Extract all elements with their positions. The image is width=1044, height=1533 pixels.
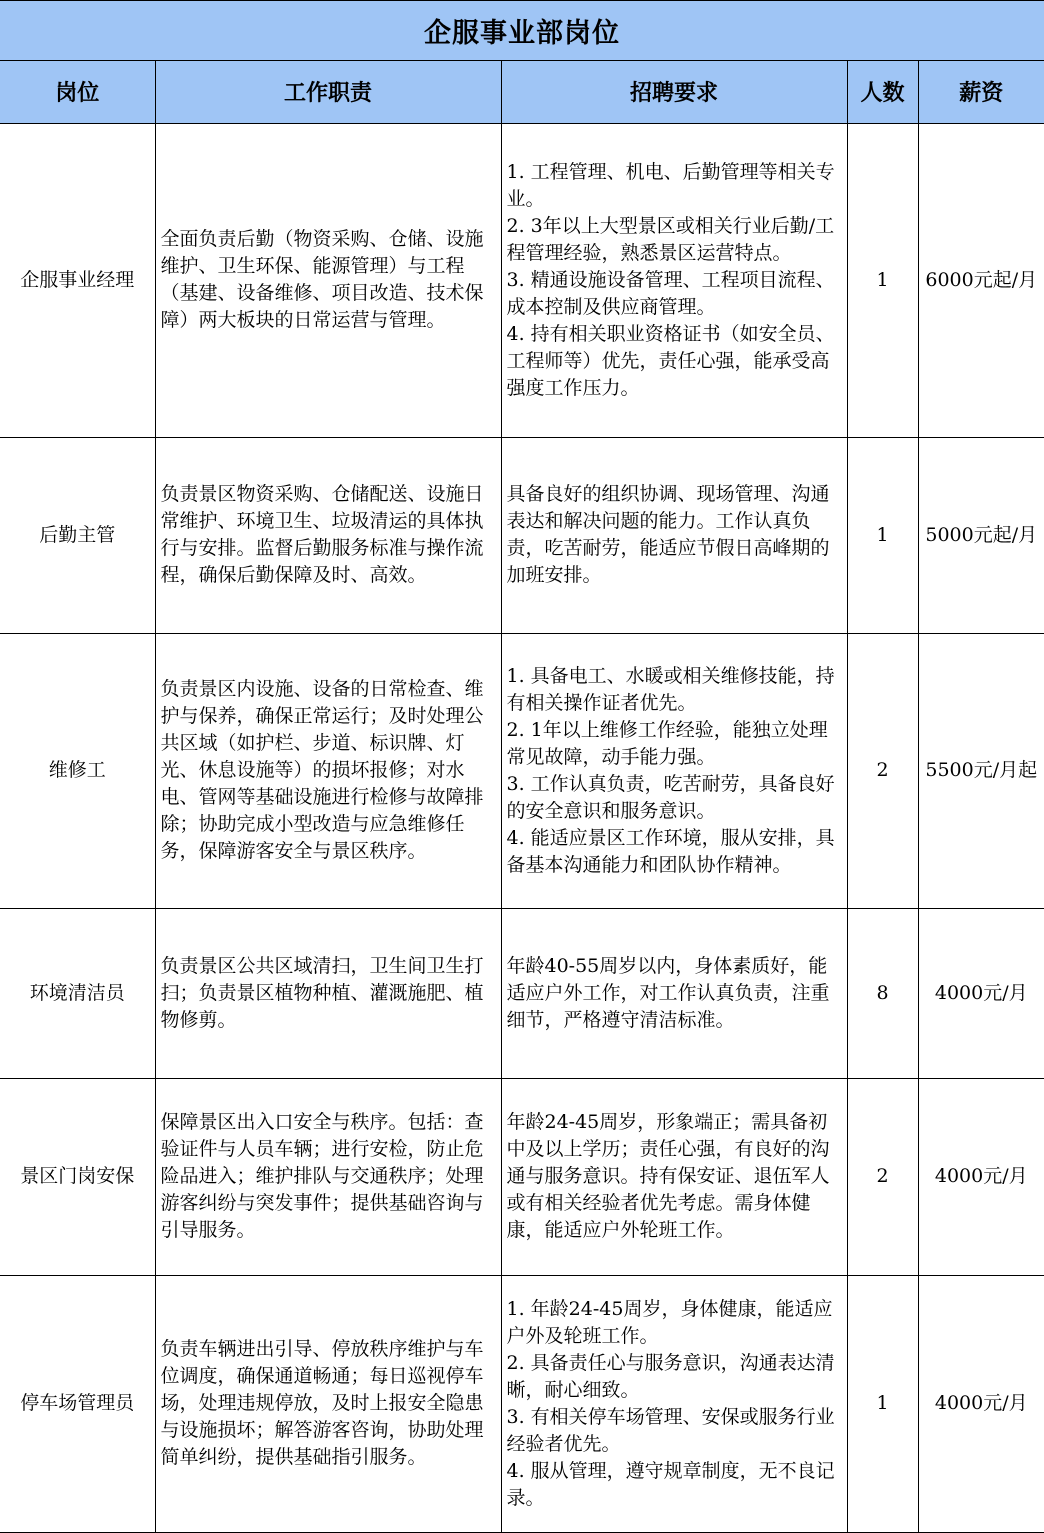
position-cell: 停车场管理员 [0, 1275, 155, 1532]
requirement-line: 1. 具备电工、水暖或相关维修技能，持有相关操作证者优先。 [506, 664, 835, 714]
table-row [0, 1078, 1044, 1275]
table-row [0, 437, 1044, 633]
position-cell: 后勤主管 [0, 437, 155, 633]
requirement-line: 4. 服从管理，遵守规章制度，无不良记录。 [506, 1459, 835, 1509]
table-row [0, 123, 1044, 437]
requirement-line: 具备良好的组织协调、现场管理、沟通表达和解决问题的能力。工作认真负责，吃苦耐劳，能适应节假日高峰期的加班安排。 [506, 483, 830, 586]
requirements-cell [501, 633, 847, 908]
requirement-line: 2. 具备责任心与服务意识，沟通表达清晰，耐心细致。 [506, 1351, 835, 1401]
salary-cell: 4000元/月 [918, 1275, 1044, 1532]
salary-cell: 6000元起/月 [918, 123, 1044, 437]
count-cell: 8 [847, 908, 918, 1078]
duties-cell: 全面负责后勤（物资采购、仓储、设施维护、卫生环保、能源管理）与工程（基建、设备维修、项目改造、技术保障）两大板块的日常运营与管理。 [155, 123, 501, 437]
requirement-line: 2. 1年以上维修工作经验，能独立处理常见故障，动手能力强。 [506, 718, 828, 768]
duties-cell: 负责景区内设施、设备的日常检查、维护与保养，确保正常运行；及时处理公共区域（如护栏、步道、标识牌、灯光、休息设施等）的损坏报修；对水电、管网等基础设施进行检修与故障排除；协助完成小型改造与应急维修任务，保障游客安全与景区秩序。 [155, 633, 501, 908]
position-cell: 环境清洁员 [0, 908, 155, 1078]
salary-cell: 5000元起/月 [918, 437, 1044, 633]
requirement-line: 4. 持有相关职业资格证书（如安全员、工程师等）优先，责任心强，能承受高强度工作压力。 [506, 322, 835, 399]
count-cell: 1 [847, 123, 918, 437]
requirements-cell [501, 1275, 847, 1532]
table-row [0, 908, 1044, 1078]
requirement-line: 3. 工作认真负责，吃苦耐劳，具备良好的安全意识和服务意识。 [506, 772, 835, 822]
requirements-cell [501, 908, 847, 1078]
duties-cell: 负责景区物资采购、仓储配送、设施日常维护、环境卫生、垃圾清运的具体执行与安排。监督后勤服务标准与操作流程，确保后勤保障及时、高效。 [155, 437, 501, 633]
position-cell: 景区门岗安保 [0, 1078, 155, 1275]
requirement-line: 3. 有相关停车场管理、安保或服务行业经验者优先。 [506, 1405, 835, 1455]
header-salary: 薪资 [918, 61, 1044, 123]
count-cell: 1 [847, 437, 918, 633]
header-requirements: 招聘要求 [501, 61, 847, 123]
requirement-line: 年龄24-45周岁，形象端正；需具备初中及以上学历；责任心强，有良好的沟通与服务意识。持有保安证、退伍军人或有相关经验者优先考虑。需身体健康，能适应户外轮班工作。 [506, 1111, 830, 1241]
position-cell: 维修工 [0, 633, 155, 908]
salary-cell: 4000元/月 [918, 1078, 1044, 1275]
requirement-line: 1. 工程管理、机电、后勤管理等相关专业。 [506, 160, 835, 210]
requirement-line: 2. 3年以上大型景区或相关行业后勤/工程管理经验，熟悉景区运营特点。 [506, 214, 835, 264]
count-cell: 1 [847, 1275, 918, 1532]
table-title: 企服事业部岗位 [0, 1, 1044, 61]
header-row [0, 61, 1044, 123]
count-cell: 2 [847, 633, 918, 908]
header-position: 岗位 [0, 61, 155, 123]
duties-cell: 负责车辆进出引导、停放秩序维护与车位调度，确保通道畅通；每日巡视停车场，处理违规停放，及时上报安全隐患与设施损坏；解答游客咨询，协助处理简单纠纷，提供基础指引服务。 [155, 1275, 501, 1532]
position-cell: 企服事业经理 [0, 123, 155, 437]
requirement-line: 4. 能适应景区工作环境，服从安排，具备基本沟通能力和团队协作精神。 [506, 826, 835, 876]
requirement-line: 3. 精通设施设备管理、工程项目流程、成本控制及供应商管理。 [506, 268, 835, 318]
header-count: 人数 [847, 61, 918, 123]
requirement-line: 年龄40-55周岁以内，身体素质好，能适应户外工作，对工作认真负责，注重细节，严格遵守清洁标准。 [506, 954, 830, 1031]
requirements-cell [501, 1078, 847, 1275]
salary-cell: 4000元/月 [918, 908, 1044, 1078]
duties-cell: 保障景区出入口安全与秩序。包括：查验证件与人员车辆；进行安检，防止危险品进入；维护排队与交通秩序；处理游客纠纷与突发事件；提供基础咨询与引导服务。 [155, 1078, 501, 1275]
salary-cell: 5500元/月起 [918, 633, 1044, 908]
header-duties: 工作职责 [155, 61, 501, 123]
table-row [0, 633, 1044, 908]
count-cell: 2 [847, 1078, 918, 1275]
duties-cell: 负责景区公共区域清扫，卫生间卫生打扫；负责景区植物种植、灌溉施肥、植物修剪。 [155, 908, 501, 1078]
requirements-cell [501, 123, 847, 437]
requirement-line: 1. 年龄24-45周岁，身体健康，能适应户外及轮班工作。 [506, 1297, 833, 1347]
requirements-cell [501, 437, 847, 633]
job-table [0, 61, 1044, 1533]
table-row [0, 1275, 1044, 1532]
